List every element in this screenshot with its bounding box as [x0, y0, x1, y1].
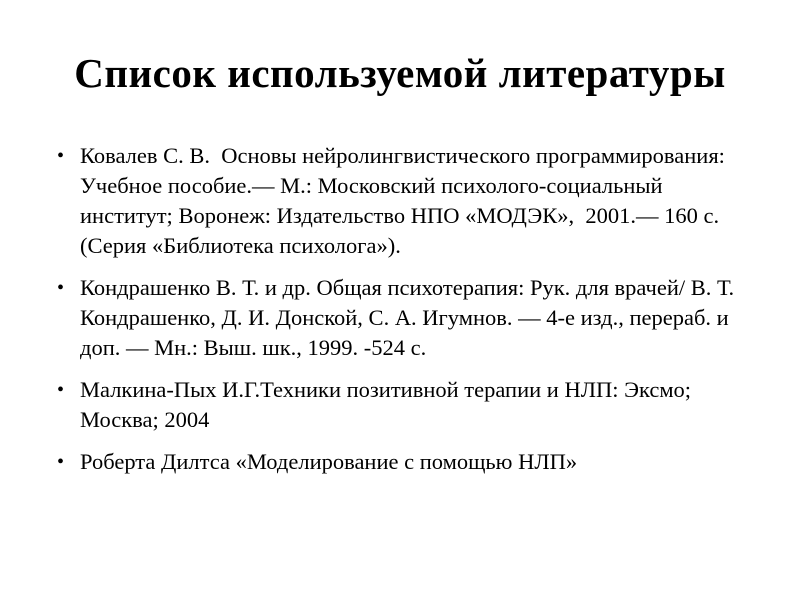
list-item [57, 141, 747, 261]
bullet-icon: • [57, 451, 65, 473]
reference-text: Роберта Дилтса «Моделирование с помощью НЛП» [80, 449, 578, 474]
slide-title: Список используемой литературы [74, 50, 726, 96]
bullet-icon: • [57, 379, 65, 401]
reference-text: Кондрашенко В. Т. и др. Общая психотерапия: Рук. для врачей/ В. Т. Кондрашенко, Д. И. Донской, С. А. Игумнов. — 4-е изд., перераб. и доп. — Мн.: Выш. шк., 1999. -524 с. [80, 275, 740, 360]
list-item [57, 273, 747, 363]
bullet-icon: • [57, 277, 65, 299]
bullet-icon: • [57, 145, 65, 167]
reference-text: Ковалев С. В. Основы нейролингвистического программирования: Учебное пособие.— М.: Московский психолого-социальный институт; Воронеж: Издательство НПО «МОДЭК», 2001.— 160 с. (Серия «Библиотека психолога»). [80, 143, 737, 258]
reference-list [57, 141, 747, 477]
list-item [57, 375, 747, 435]
list-item [57, 447, 747, 477]
reference-text: Малкина-Пых И.Г.Техники позитивной терапии и НЛП: Эксмо; Москва; 2004 [80, 377, 697, 432]
